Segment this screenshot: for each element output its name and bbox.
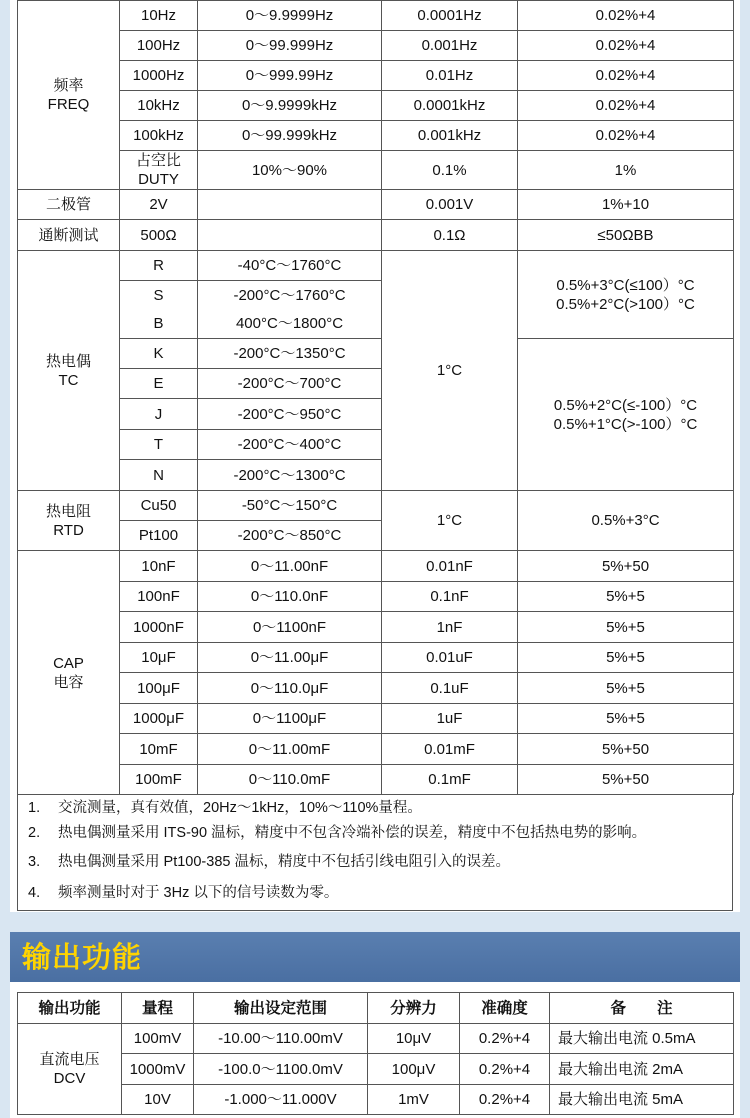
resolution-cell: 0.01nF [382,551,518,582]
table-row [18,582,734,612]
accuracy-cell: 1% [518,151,734,190]
notes-block [17,793,733,911]
accuracy-cell: 1%+10 [518,190,734,220]
table-row [18,121,734,151]
accuracy-cell: 5%+50 [518,765,734,795]
remark-cell: 最大输出电流 2mA [550,1054,734,1085]
table-row [18,551,734,582]
accuracy-cell: 0.02%+4 [518,1,734,31]
setting-cell: -1.000～11.000V [194,1085,368,1115]
note-item [28,881,338,902]
resolution-cell: 100μV [368,1054,460,1085]
resolution-cell: 0.0001Hz [382,1,518,31]
setting-cell: -200°C～400°C [198,430,382,460]
setting-cell: -100.0～1100.0mV [194,1054,368,1085]
resolution-cell: 1mV [368,1085,460,1115]
table-header-row [18,993,734,1024]
accuracy-line: 0.5%+1°C(>-100）°C [553,415,698,433]
range-cell: 100kHz [120,121,198,151]
duty-range-cell [120,151,198,190]
spec-panel [10,0,740,912]
resolution-cell: 0.0001kHz [382,91,518,121]
range-cell: 10Hz [120,1,198,31]
header-cell: 量程 [122,993,194,1024]
cap-label-cn: 电容 [53,673,84,691]
table-row [18,734,734,765]
range-cell: 10V [122,1085,194,1115]
range-cell: 10nF [120,551,198,582]
range-cell: 100μF [120,673,198,704]
resolution-cell: 0.001Hz [382,31,518,61]
setting-cell: -40°C～1760°C [198,251,382,281]
setting-cell [198,220,382,251]
range-cell: 10μF [120,643,198,673]
note-text: 频率测量时对于 3Hz 以下的信号读数为零。 [58,885,339,901]
table-row [18,61,734,91]
table-row [18,31,734,61]
accuracy-cell: 5%+5 [518,704,734,734]
tc-label-en: TC [58,371,79,389]
note-number: 1. [28,800,41,816]
header-cell: 分辨力 [368,993,460,1024]
measurement-spec-table [17,0,734,795]
duty-label-cn: 占空比 [135,152,181,169]
table-row [18,704,734,734]
range-cell: 10kHz [120,91,198,121]
header-cell: 输出设定范围 [194,993,368,1024]
setting-cell: -200°C～700°C [198,369,382,399]
range-cell: 1000mV [122,1054,194,1085]
output-section-title: 输出功能 [22,940,143,974]
tc-resolution-cell: 1°C [382,251,518,491]
tc-type-b: B [153,314,164,332]
accuracy-cell: 5%+50 [518,551,734,582]
note-item [28,796,422,817]
setting-cell: 0～110.0μF [198,673,382,704]
tc-type-cell: R [120,251,198,281]
tc-range-b: 400°C～1800°C [235,314,344,332]
rtd-label-cell [18,491,120,551]
dcv-label-cn: 直流电压 [39,1051,100,1068]
resolution-cell: 0.001V [382,190,518,220]
setting-cell: -200°C～1350°C [198,339,382,369]
rtd-type-cell: Cu50 [120,491,198,521]
tc-range-s: -200°C～1760°C [233,286,346,304]
setting-cell: 0～1100nF [198,612,382,643]
resolution-cell: 0.1nF [382,582,518,612]
cap-label-en: CAP [53,654,84,672]
note-item [28,850,510,871]
range-cell: 100mV [122,1024,194,1054]
header-cell: 准确度 [460,993,550,1024]
setting-cell: 0～99.999kHz [198,121,382,151]
freq-label-cell [18,1,120,190]
tc-type-cell-sb [120,281,198,339]
table-row [18,339,734,369]
table-row [18,491,734,521]
duty-label-en: DUTY [138,171,179,188]
resolution-cell: 0.01Hz [382,61,518,91]
accuracy-cell: 5%+50 [518,734,734,765]
resolution-cell: 0.001kHz [382,121,518,151]
range-cell: 100nF [120,582,198,612]
accuracy-cell: 5%+5 [518,582,734,612]
setting-cell: 0～1100μF [198,704,382,734]
table-row [18,673,734,704]
accuracy-cell: 0.2%+4 [460,1054,550,1085]
range-cell: 500Ω [120,220,198,251]
tc-type-cell: E [120,369,198,399]
table-row [18,220,734,251]
setting-cell: 0～9.9999Hz [198,1,382,31]
accuracy-cell: 5%+5 [518,643,734,673]
rtd-accuracy-cell: 0.5%+3°C [518,491,734,551]
resolution-cell: 0.01mF [382,734,518,765]
setting-cell: 0～99.999Hz [198,31,382,61]
setting-cell: 0～999.99Hz [198,61,382,91]
range-cell: 100Hz [120,31,198,61]
resolution-cell: 0.1% [382,151,518,190]
tc-type-cell: K [120,339,198,369]
range-cell: 1000μF [120,704,198,734]
resolution-cell: 10μV [368,1024,460,1054]
accuracy-line: 0.5%+2°C(≤-100）°C [553,396,698,414]
setting-cell: 0～11.00mF [198,734,382,765]
setting-cell: -200°C～850°C [198,521,382,551]
dcv-label-en: DCV [53,1070,86,1087]
table-row [18,251,734,281]
setting-cell: -200°C～1300°C [198,460,382,491]
range-cell: 1000Hz [120,61,198,91]
accuracy-cell: 0.02%+4 [518,61,734,91]
resolution-cell: 0.01uF [382,643,518,673]
setting-cell [198,190,382,220]
rtd-label-cn: 热电阻 [45,502,91,520]
setting-cell: 0～11.00μF [198,643,382,673]
rtd-label-en: RTD [53,521,84,539]
table-row [18,1024,734,1054]
continuity-label: 通断测试 [18,220,120,251]
remark-cell: 最大输出电流 0.5mA [550,1024,734,1054]
setting-cell: 0～9.9999kHz [198,91,382,121]
accuracy-line: 0.5%+3°C(≤100）°C [556,276,695,294]
note-text: 热电偶测量采用 Pt100-385 温标，精度中不包括引线电阻引入的误差。 [58,854,510,870]
dcv-label-cell [18,1024,122,1115]
setting-cell: 0～110.0mF [198,765,382,795]
accuracy-cell: 5%+5 [518,612,734,643]
setting-cell: 10%～90% [198,151,382,190]
tc-label-cn: 热电偶 [45,352,91,370]
resolution-cell: 0.1Ω [382,220,518,251]
accuracy-cell: 0.02%+4 [518,31,734,61]
output-panel [10,982,740,1118]
table-row [18,1,734,31]
tc-type-cell: J [120,399,198,430]
setting-cell: -50°C～150°C [198,491,382,521]
header-cell: 输出功能 [18,993,122,1024]
tc-type-cell: N [120,460,198,491]
accuracy-line: 0.5%+2°C(>100）°C [556,295,695,313]
tc-type-cell: T [120,430,198,460]
table-row [18,91,734,121]
note-text: 交流测量，真有效值，20Hz～1kHz，10%～110%量程。 [58,800,422,816]
tc-label-cell [18,251,120,491]
rtd-resolution-cell: 1°C [382,491,518,551]
accuracy-cell: 0.2%+4 [460,1085,550,1115]
resolution-cell: 0.1mF [382,765,518,795]
note-text: 热电偶测量采用 ITS-90 温标，精度中不包含冷端补偿的误差，精度中不包括热电势的影响。 [58,825,647,841]
resolution-cell: 0.1uF [382,673,518,704]
setting-cell: 0～11.00nF [198,551,382,582]
note-number: 3. [28,854,41,870]
output-section-header [10,932,740,982]
remark-cell: 最大输出电流 5mA [550,1085,734,1115]
setting-cell: -10.00～110.00mV [194,1024,368,1054]
table-row [18,1085,734,1115]
freq-label-cn: 频率 [53,77,84,94]
range-cell: 10mF [120,734,198,765]
note-item [28,821,646,842]
setting-cell: 0～110.0nF [198,582,382,612]
accuracy-cell: 5%+5 [518,673,734,704]
table-row [18,190,734,220]
accuracy-cell: 0.02%+4 [518,121,734,151]
cap-label-cell [18,551,120,795]
note-number: 4. [28,885,41,901]
header-cell: 备 注 [550,993,734,1024]
tc-accuracy-rsb-cell [518,251,734,339]
table-row [18,612,734,643]
resolution-cell: 1nF [382,612,518,643]
setting-cell-sb [198,281,382,339]
range-cell: 100mF [120,765,198,795]
tc-type-s: S [153,286,164,304]
rtd-type-cell: Pt100 [120,521,198,551]
range-cell: 1000nF [120,612,198,643]
accuracy-cell: 0.2%+4 [460,1024,550,1054]
table-row [18,765,734,795]
accuracy-cell: 0.02%+4 [518,91,734,121]
table-row [18,151,734,190]
freq-label-en: FREQ [47,96,90,113]
output-spec-table [17,992,734,1115]
tc-accuracy-other-cell [518,339,734,491]
range-cell: 2V [120,190,198,220]
note-number: 2. [28,825,41,841]
accuracy-cell: ≤50ΩBB [518,220,734,251]
setting-cell: -200°C～950°C [198,399,382,430]
diode-label: 二极管 [18,190,120,220]
table-row [18,1054,734,1085]
resolution-cell: 1uF [382,704,518,734]
table-row [18,643,734,673]
